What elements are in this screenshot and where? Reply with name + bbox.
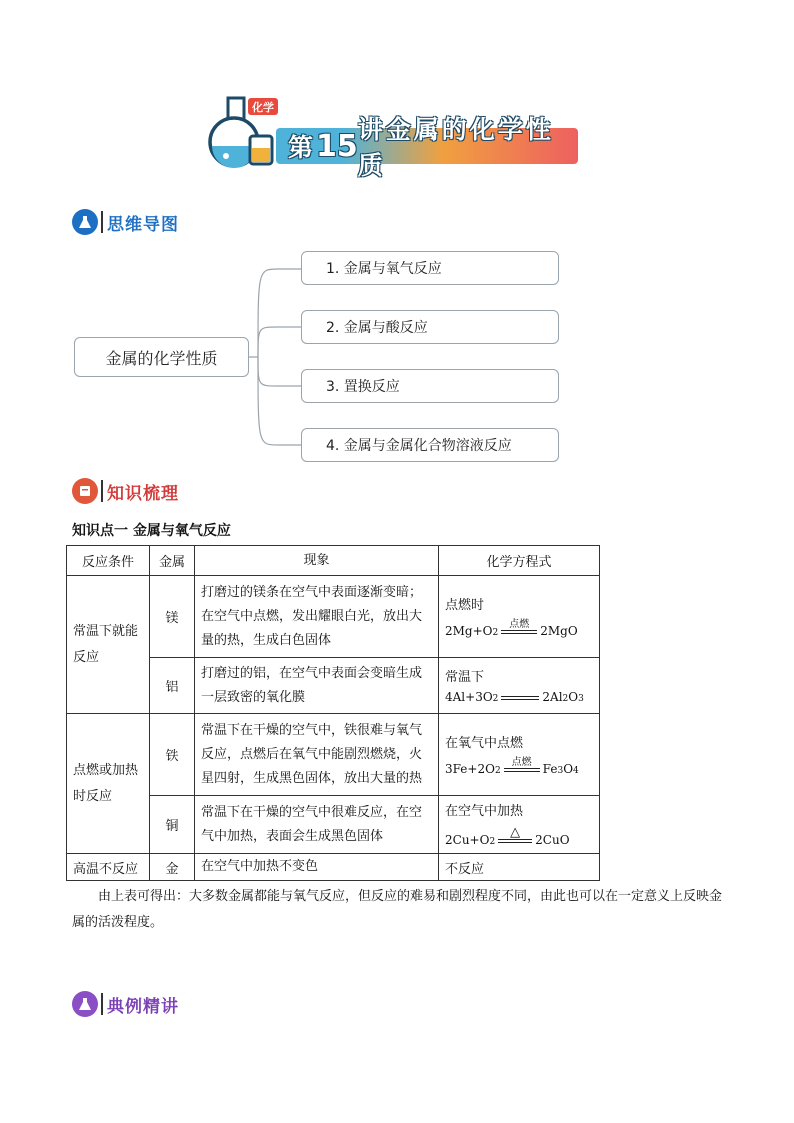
mindmap-item: 1. 金属与氧气反应 bbox=[301, 251, 559, 285]
phenomenon-cell: 打磨过的镁条在空气中表面逐渐变暗；在空气中点燃，发出耀眼白光，放出大量的热，生成白色固体 bbox=[195, 576, 439, 658]
column-header: 现象 bbox=[195, 546, 439, 576]
title-banner bbox=[204, 96, 580, 180]
section-heading-examples bbox=[72, 990, 179, 1018]
divider bbox=[101, 211, 103, 233]
mindmap-item: 4. 金属与金属化合物溶液反应 bbox=[301, 428, 559, 462]
title-suffix: 讲金属的化学性质 bbox=[357, 115, 554, 180]
divider bbox=[101, 993, 103, 1015]
table-row bbox=[67, 714, 600, 796]
mindmap-connectors bbox=[248, 255, 308, 455]
book-icon bbox=[72, 478, 98, 504]
metal-cell: 镁 bbox=[150, 576, 195, 658]
equation-label: 在氧气中点燃 bbox=[445, 735, 524, 751]
title-number: 15 bbox=[316, 128, 358, 164]
metal-cell: 铝 bbox=[150, 658, 195, 714]
column-header: 化学方程式 bbox=[439, 546, 600, 576]
equation: 3Fe+2O 2 点燃 Fe 3 O 4 bbox=[445, 756, 579, 776]
section-heading-mindmap bbox=[72, 208, 179, 236]
table-row bbox=[67, 576, 600, 658]
phenomenon-cell: 在空气中加热不变色 bbox=[195, 854, 439, 881]
flask-icon bbox=[72, 209, 98, 235]
column-header: 反应条件 bbox=[67, 546, 150, 576]
phenomenon-cell: 常温下在干燥的空气中很难反应，在空气中加热，表面会生成黑色固体 bbox=[195, 796, 439, 854]
condition-cell: 点燃或加热时反应 bbox=[67, 714, 150, 854]
equation-cell bbox=[439, 576, 600, 658]
reaction-arrow: △ bbox=[498, 826, 532, 847]
reaction-arrow bbox=[501, 696, 539, 704]
equation-label: 点燃时 bbox=[445, 597, 485, 613]
table-header-row bbox=[67, 546, 600, 576]
condition-cell: 常温下就能反应 bbox=[67, 576, 150, 714]
equation-label: 在空气中加热 bbox=[445, 804, 524, 819]
equation-cell bbox=[439, 714, 600, 796]
equation: 4Al+3O 2 2Al 2 O 3 bbox=[445, 689, 584, 704]
section-title: 知识梳理 bbox=[107, 483, 179, 504]
mindmap-item: 2. 金属与酸反应 bbox=[301, 310, 559, 344]
reaction-arrow: 点燃 bbox=[501, 620, 537, 638]
equation: 2Mg+O 2 点燃 2MgO bbox=[445, 618, 578, 638]
equation: 2Cu+O 2 △ 2CuO bbox=[445, 825, 570, 847]
phenomenon-cell: 常温下在干燥的空气中，铁很难与氧气反应，点燃后在氧气中能剧烈燃烧，火星四射，生成黑色固体，放出大量的热 bbox=[195, 714, 439, 796]
reaction-arrow: 点燃 bbox=[504, 758, 540, 776]
section-heading-knowledge bbox=[72, 477, 179, 505]
equation-cell bbox=[439, 658, 600, 714]
title-prefix: 第 bbox=[288, 133, 317, 162]
lesson-title bbox=[276, 115, 578, 180]
metal-cell: 金 bbox=[150, 854, 195, 881]
metal-cell: 铁 bbox=[150, 714, 195, 796]
flask-icon bbox=[72, 991, 98, 1017]
section-title: 思维导图 bbox=[107, 214, 179, 235]
knowledge-point-title: 知识点一 金属与氧气反应 bbox=[72, 523, 231, 539]
chemistry-badge: 化学 bbox=[248, 98, 278, 115]
mindmap-item: 3. 置换反应 bbox=[301, 369, 559, 403]
divider bbox=[101, 480, 103, 502]
column-header: 金属 bbox=[150, 546, 195, 576]
section-title: 典例精讲 bbox=[107, 996, 179, 1017]
equation-label: 常温下 bbox=[445, 669, 485, 685]
table-row bbox=[67, 854, 600, 881]
metal-cell: 铜 bbox=[150, 796, 195, 854]
conclusion-paragraph: 由上表可得出：大多数金属都能与氧气反应，但反应的难易和剧烈程度不同，由此也可以在一定意义上反映金属的活泼程度。 bbox=[72, 889, 723, 930]
condition-cell: 高温不反应 bbox=[67, 854, 150, 881]
phenomenon-cell: 打磨过的铝，在空气中表面会变暗生成一层致密的氧化膜 bbox=[195, 658, 439, 714]
reaction-table bbox=[66, 545, 600, 881]
equation-cell bbox=[439, 796, 600, 854]
equation-cell: 不反应 bbox=[439, 854, 600, 881]
mindmap-root: 金属的化学性质 bbox=[74, 337, 249, 377]
